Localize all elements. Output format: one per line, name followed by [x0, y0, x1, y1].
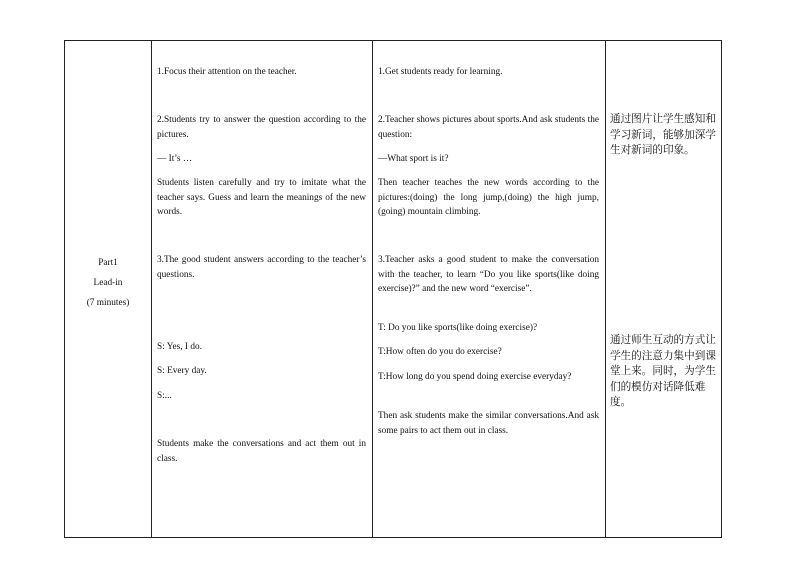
student-activity-column: [151, 41, 372, 537]
student-step-1: 1.Focus their attention on the teacher.: [157, 67, 297, 77]
stage-title: Part1: [98, 258, 118, 268]
purpose-1: 通过图片让学生感知和学习新词，能够加深学生对新词的印象。: [610, 113, 716, 156]
student-line: S: Every day.: [157, 366, 207, 376]
teacher-pairs: Then ask students make the similar conversations.And ask some pairs to act them out in class.: [378, 411, 599, 436]
purpose-column: [605, 41, 722, 537]
lesson-plan-table: [64, 40, 722, 538]
teacher-line: T: Do you like sports(like doing exercise)?: [378, 323, 538, 333]
purpose-2: 通过师生互动的方式让学生的注意力集中到课堂上来。同时，为学生们的模仿对话降低难度。: [610, 334, 716, 408]
student-response: — It’s …: [157, 154, 193, 164]
teacher-line: T:How often do you do exercise?: [378, 347, 502, 357]
teacher-step-3: 3.Teacher asks a good student to make the conversation with the teacher, to learn “Do you like sports(like doing exercise)?” and the new word “exercise”.: [378, 255, 599, 295]
stage-subtitle: Lead-in: [93, 278, 123, 288]
student-conversation: Students make the conversations and act them out in class.: [157, 439, 366, 464]
stage-info: [65, 253, 151, 313]
teacher-step-1: 1.Get students ready for learning.: [378, 67, 503, 77]
teacher-new-words: Then teacher teaches the new words according to the pictures:(doing) the long jump,(doing) the high jump,(going) mountain climbing.: [378, 178, 599, 218]
student-line: S: Yes, I do.: [157, 342, 202, 352]
student-line: S:...: [157, 391, 172, 401]
teacher-step-2: 2.Teacher shows pictures about sports.And ask students the question:: [378, 115, 599, 140]
teacher-line: T:How long do you spend doing exercise everyday?: [378, 372, 572, 382]
student-step-2: 2.Students try to answer the question according to the pictures.: [157, 115, 366, 140]
teacher-activity-column: [372, 41, 605, 537]
stage-column: [65, 41, 151, 537]
student-imitate: Students listen carefully and try to imitate what the teacher says. Guess and learn the meanings of the new words.: [157, 178, 366, 218]
teacher-question: —What sport is it?: [378, 154, 449, 164]
student-step-3: 3.The good student answers according to the teacher’s questions.: [157, 255, 366, 280]
stage-duration: (7 minutes): [86, 298, 130, 308]
